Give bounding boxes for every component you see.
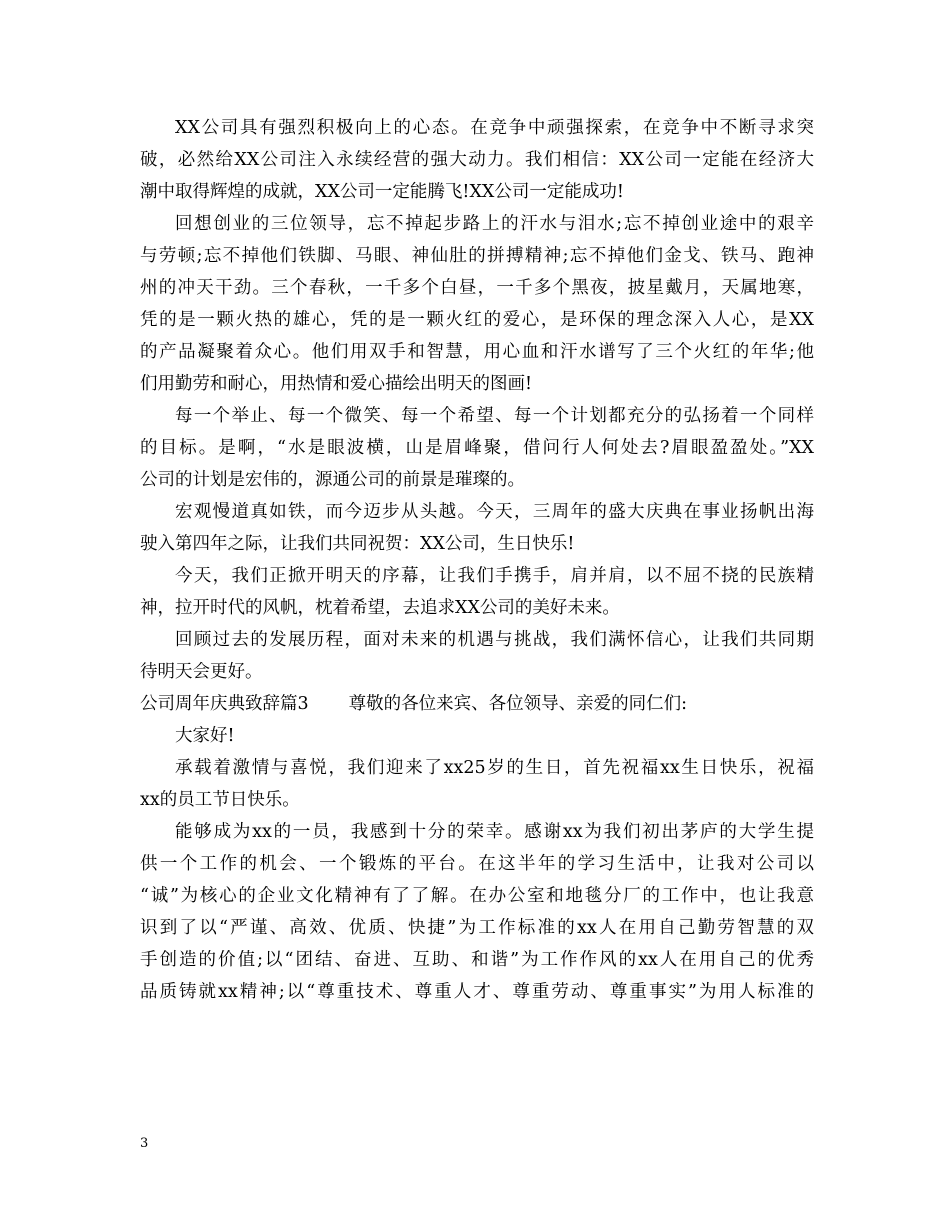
- paragraph-block: [140, 112, 814, 688]
- text-line: 宏观慢道真如铁，而今迈步从头越。今天，三周年的盛大庆典在事业扬帆出海: [175, 502, 814, 522]
- text-line: 公司的计划是宏伟的，源通公司的前景是璀璨的。: [140, 470, 525, 490]
- text-line: 回顾过去的发展历程，面对未来的机遇与挑战，我们满怀信心，让我们共同期: [175, 630, 814, 650]
- document-body: [140, 112, 814, 1008]
- text-line: 每一个举止、每一个微笑、每一个希望、每一个计划都充分的弘扬着一个同样: [175, 406, 814, 426]
- paragraph-block: [140, 720, 814, 1008]
- text-line: 手创造的价值;以“团结、奋进、互助、和谐”为工作作风的xx人在用自己的优秀: [140, 950, 814, 970]
- text-line: 州的冲天干劲。三个春秋，一千多个白昼，一千多个黑夜，披星戴月，天属地寒，: [140, 278, 814, 298]
- text-line: 神，拉开时代的风帆，枕着希望，去追求XX公司的美好未来。: [140, 598, 620, 618]
- page-number: 3: [140, 1136, 149, 1151]
- text-line: 供一个工作的机会、一个锻炼的平台。在这半年的学习生活中，让我对公司以: [140, 854, 814, 874]
- text-line: 待明天会更好。: [140, 662, 263, 682]
- text-line: 能够成为xx的一员，我感到十分的荣幸。感谢xx为我们初出茅庐的大学生提: [175, 822, 814, 842]
- text-line: 回想创业的三位领导，忘不掉起步路上的汗水与泪水;忘不掉创业途中的艰辛: [175, 214, 814, 234]
- text-line: 的产品凝聚着众心。他们用双手和智慧，用心血和汗水谱写了三个火红的年华;他: [140, 342, 814, 362]
- text-line: 潮中取得辉煌的成就，XX公司一定能腾飞!XX公司一定能成功!: [140, 182, 624, 202]
- text-line: xx的员工节日快乐。: [140, 790, 300, 810]
- text-line: 大家好!: [175, 726, 235, 746]
- text-line: 承载着激情与喜悦，我们迎来了xx25岁的生日，首先祝福xx生日快乐，祝福: [175, 758, 814, 778]
- text-line: 识到了以“严谨、高效、优质、快捷”为工作标准的xx人在用自己勤劳智慧的双: [140, 918, 814, 938]
- text-line: 们用勤劳和耐心，用热情和爱心描绘出明天的图画!: [140, 374, 533, 394]
- salutation: 尊敬的各位来宾、各位领导、亲爱的同仁们:: [348, 694, 688, 714]
- text-line: 凭的是一颗火热的雄心，凭的是一颗火红的爱心，是环保的理念深入人心，是XX: [140, 310, 814, 330]
- section-heading-line: [140, 688, 814, 720]
- section-heading: 公司周年庆典致辞篇3: [140, 694, 309, 714]
- text-line: 今天，我们正掀开明天的序幕，让我们手携手，肩并肩，以不屈不挠的民族精: [175, 566, 814, 586]
- text-line: 破，必然给XX公司注入永续经营的强大动力。我们相信：XX公司一定能在经济大: [140, 150, 814, 170]
- text-line: 驶入第四年之际，让我们共同祝贺：XX公司，生日快乐!: [140, 534, 575, 554]
- text-line: XX公司具有强烈积极向上的心态。在竞争中顽强探索，在竞争中不断寻求突: [175, 118, 814, 138]
- text-line: 品质铸就xx精神;以“尊重技术、尊重人才、尊重劳动、尊重事实”为用人标准的: [140, 982, 814, 1002]
- text-line: 与劳顿;忘不掉他们铁脚、马眼、神仙肚的拼搏精神;忘不掉他们金戈、铁马、跑神: [140, 246, 814, 266]
- text-line: “诚”为核心的企业文化精神有了了解。在办公室和地毯分厂的工作中，也让我意: [140, 886, 814, 906]
- text-line: 的目标。是啊，“水是眼波横，山是眉峰聚，借问行人何处去?眉眼盈盈处。”XX: [140, 438, 814, 458]
